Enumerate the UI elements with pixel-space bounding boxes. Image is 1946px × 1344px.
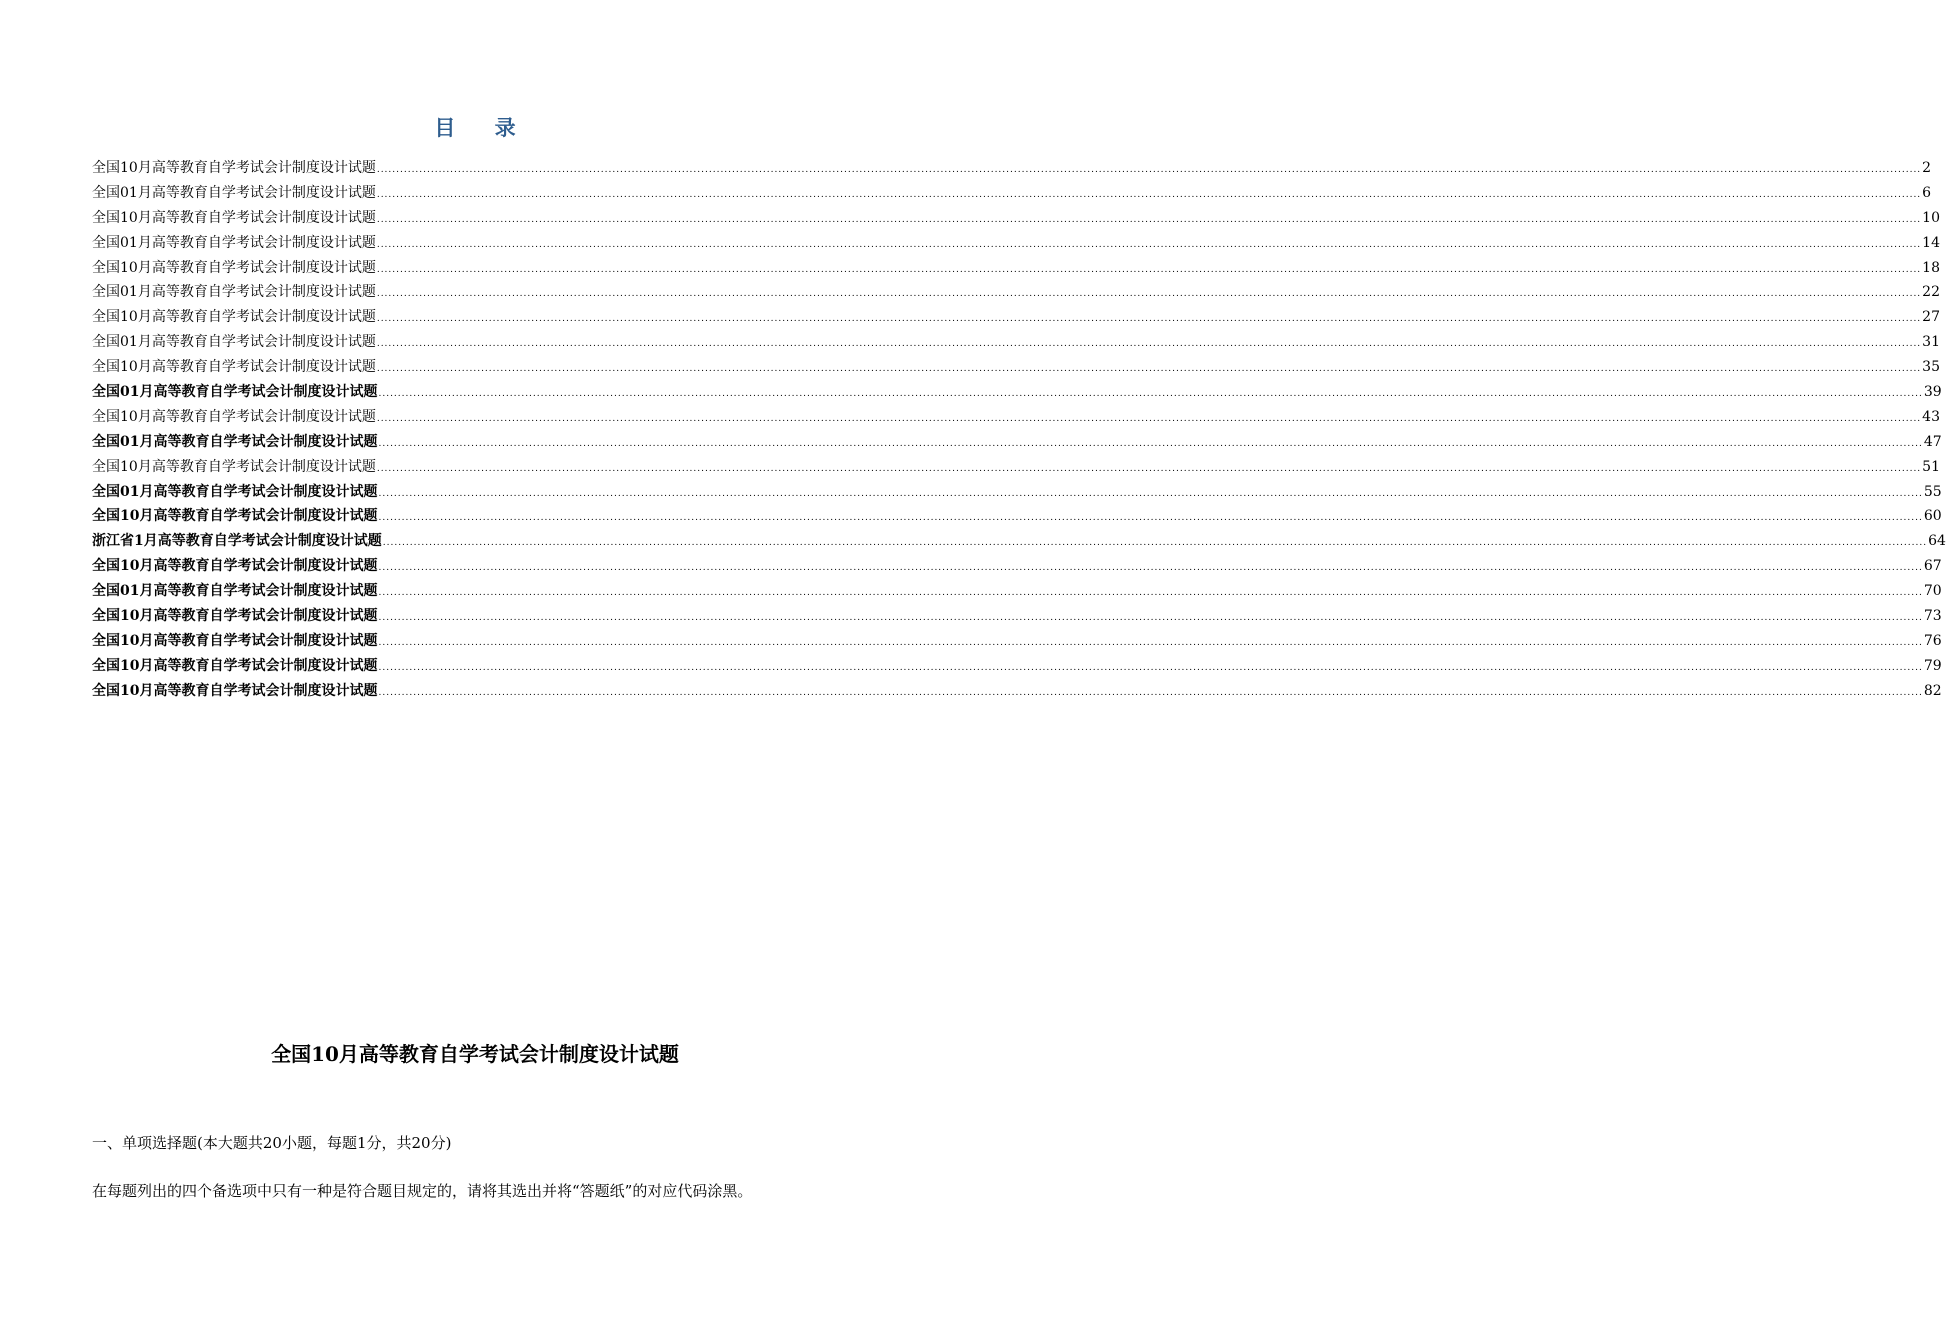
toc-entry-page: 10 bbox=[1922, 209, 1940, 226]
toc-entry-page: 27 bbox=[1922, 309, 1940, 326]
toc-leader-dots: ................................................................................................................................................................................................................................................................................................................................................................................................................ bbox=[376, 189, 1922, 200]
toc-leader-dots: ................................................................................................................................................................................................................................................................................................................................................................................................................ bbox=[382, 538, 1928, 549]
document-title: 全国10月高等教育自学考试会计制度设计试题 bbox=[271, 1042, 679, 1066]
toc-entry[interactable] bbox=[92, 355, 1940, 380]
toc-entry-title: 全国01月高等教育自学考试会计制度设计试题 bbox=[92, 483, 378, 500]
toc-entry-page: 31 bbox=[1922, 334, 1940, 351]
toc-entry-page: 35 bbox=[1922, 359, 1940, 376]
toc-title: 目 录 bbox=[434, 115, 532, 140]
toc-leader-dots: ................................................................................................................................................................................................................................................................................................................................................................................................................ bbox=[378, 438, 1923, 449]
toc-leader-dots: ................................................................................................................................................................................................................................................................................................................................................................................................................ bbox=[376, 339, 1922, 350]
toc-entry-title: 全国10月高等教育自学考试会计制度设计试题 bbox=[92, 359, 376, 376]
toc-entry[interactable] bbox=[92, 604, 1942, 629]
toc-entry-title: 全国10月高等教育自学考试会计制度设计试题 bbox=[92, 657, 378, 674]
section-heading: 一、单项选择题(本大题共20小题，每题1分，共20分) bbox=[92, 1134, 452, 1152]
toc-entry-page: 76 bbox=[1923, 632, 1942, 649]
toc-entry[interactable] bbox=[92, 405, 1940, 430]
toc-leader-dots: ................................................................................................................................................................................................................................................................................................................................................................................................................ bbox=[378, 637, 1923, 648]
toc-entry[interactable] bbox=[92, 455, 1940, 480]
toc-entry-page: 51 bbox=[1922, 458, 1940, 475]
toc-entry-title: 全国10月高等教育自学考试会计制度设计试题 bbox=[92, 160, 376, 176]
toc-entry[interactable] bbox=[92, 654, 1942, 679]
toc-leader-dots: ................................................................................................................................................................................................................................................................................................................................................................................................................ bbox=[376, 413, 1922, 424]
toc-entry-title: 全国10月高等教育自学考试会计制度设计试题 bbox=[92, 209, 376, 226]
toc-entry-page: 67 bbox=[1923, 558, 1942, 575]
toc-leader-dots: ................................................................................................................................................................................................................................................................................................................................................................................................................ bbox=[376, 463, 1922, 474]
toc-entry-title: 全国01月高等教育自学考试会计制度设计试题 bbox=[92, 384, 378, 401]
toc-entry[interactable] bbox=[92, 256, 1940, 281]
toc-entry[interactable] bbox=[92, 181, 1932, 206]
toc-entry-title: 全国10月高等教育自学考试会计制度设计试题 bbox=[92, 458, 376, 475]
toc-leader-dots: ................................................................................................................................................................................................................................................................................................................................................................................................................ bbox=[378, 389, 1923, 400]
toc-entry-title: 全国01月高等教育自学考试会计制度设计试题 bbox=[92, 284, 376, 301]
toc-entry-title: 浙江省1月高等教育自学考试会计制度设计试题 bbox=[92, 533, 382, 550]
toc-entry-title: 全国01月高等教育自学考试会计制度设计试题 bbox=[92, 583, 378, 600]
toc-entry[interactable] bbox=[92, 280, 1940, 305]
toc-leader-dots: ................................................................................................................................................................................................................................................................................................................................................................................................................ bbox=[376, 264, 1922, 275]
toc-entry[interactable] bbox=[92, 579, 1942, 604]
toc-entry-title: 全国10月高等教育自学考试会计制度设计试题 bbox=[92, 632, 378, 649]
toc-entry[interactable] bbox=[92, 156, 1932, 181]
toc-entry-page: 70 bbox=[1923, 583, 1942, 600]
toc-leader-dots: ................................................................................................................................................................................................................................................................................................................................................................................................................ bbox=[378, 662, 1923, 673]
toc-entry-title: 全国01月高等教育自学考试会计制度设计试题 bbox=[92, 433, 378, 450]
toc-leader-dots: ................................................................................................................................................................................................................................................................................................................................................................................................................ bbox=[378, 563, 1923, 574]
toc-entry-page: 47 bbox=[1923, 433, 1942, 450]
toc-entry-page: 14 bbox=[1922, 234, 1940, 251]
toc-leader-dots: ................................................................................................................................................................................................................................................................................................................................................................................................................ bbox=[378, 588, 1923, 599]
toc-entry-title: 全国10月高等教育自学考试会计制度设计试题 bbox=[92, 408, 376, 425]
toc-entry-page: 73 bbox=[1923, 608, 1942, 625]
toc-entry-page: 79 bbox=[1923, 657, 1942, 674]
toc-entry-title: 全国10月高等教育自学考试会计制度设计试题 bbox=[92, 309, 376, 326]
toc-leader-dots: ................................................................................................................................................................................................................................................................................................................................................................................................................ bbox=[378, 613, 1923, 624]
toc-leader-dots: ................................................................................................................................................................................................................................................................................................................................................................................................................ bbox=[376, 314, 1922, 325]
toc-entry-title: 全国01月高等教育自学考试会计制度设计试题 bbox=[92, 184, 376, 201]
toc-leader-dots: ................................................................................................................................................................................................................................................................................................................................................................................................................ bbox=[376, 364, 1922, 375]
toc-entry-page: 6 bbox=[1922, 184, 1932, 201]
toc-entry[interactable] bbox=[92, 206, 1940, 231]
toc-entry[interactable] bbox=[92, 504, 1942, 529]
toc-entry-title: 全国10月高等教育自学考试会计制度设计试题 bbox=[92, 682, 378, 699]
toc-leader-dots: ................................................................................................................................................................................................................................................................................................................................................................................................................ bbox=[376, 239, 1922, 250]
toc-leader-dots: ................................................................................................................................................................................................................................................................................................................................................................................................................ bbox=[378, 513, 1923, 524]
toc-entry[interactable] bbox=[92, 679, 1942, 704]
toc-entry-title: 全国10月高等教育自学考试会计制度设计试题 bbox=[92, 508, 378, 525]
toc-leader-dots: ................................................................................................................................................................................................................................................................................................................................................................................................................ bbox=[378, 687, 1923, 698]
toc-entry[interactable] bbox=[92, 380, 1942, 405]
toc-entry-title: 全国10月高等教育自学考试会计制度设计试题 bbox=[92, 558, 378, 575]
toc-entry[interactable] bbox=[92, 430, 1942, 455]
toc-entry-title: 全国10月高等教育自学考试会计制度设计试题 bbox=[92, 259, 376, 276]
toc-entry-page: 43 bbox=[1922, 408, 1940, 425]
toc-entry[interactable] bbox=[92, 330, 1940, 355]
toc-list bbox=[92, 156, 1946, 704]
toc-entry[interactable] bbox=[92, 480, 1942, 505]
toc-entry[interactable] bbox=[92, 231, 1940, 256]
toc-entry-title: 全国10月高等教育自学考试会计制度设计试题 bbox=[92, 608, 378, 625]
toc-entry-page: 2 bbox=[1922, 160, 1932, 176]
toc-leader-dots: ................................................................................................................................................................................................................................................................................................................................................................................................................ bbox=[378, 488, 1923, 499]
toc-entry-title: 全国01月高等教育自学考试会计制度设计试题 bbox=[92, 234, 376, 251]
toc-entry-page: 55 bbox=[1923, 483, 1942, 500]
toc-entry[interactable] bbox=[92, 305, 1940, 330]
toc-entry-page: 64 bbox=[1928, 533, 1946, 550]
toc-leader-dots: ................................................................................................................................................................................................................................................................................................................................................................................................................ bbox=[376, 289, 1922, 300]
instruction-text: 在每题列出的四个备选项中只有一种是符合题目规定的，请将其选出并将“答题纸”的对应代码涂黑。 bbox=[92, 1182, 753, 1200]
toc-entry-title: 全国01月高等教育自学考试会计制度设计试题 bbox=[92, 334, 376, 351]
toc-entry-page: 60 bbox=[1923, 508, 1942, 525]
toc-entry-page: 39 bbox=[1923, 384, 1942, 401]
toc-entry[interactable] bbox=[92, 629, 1942, 654]
toc-entry[interactable] bbox=[92, 529, 1946, 554]
toc-entry-page: 22 bbox=[1922, 284, 1940, 301]
toc-leader-dots: ................................................................................................................................................................................................................................................................................................................................................................................................................ bbox=[376, 214, 1922, 225]
toc-entry[interactable] bbox=[92, 554, 1942, 579]
toc-entry-page: 18 bbox=[1922, 259, 1940, 276]
toc-leader-dots: ................................................................................................................................................................................................................................................................................................................................................................................................................ bbox=[376, 165, 1922, 175]
toc-entry-page: 82 bbox=[1923, 682, 1942, 699]
